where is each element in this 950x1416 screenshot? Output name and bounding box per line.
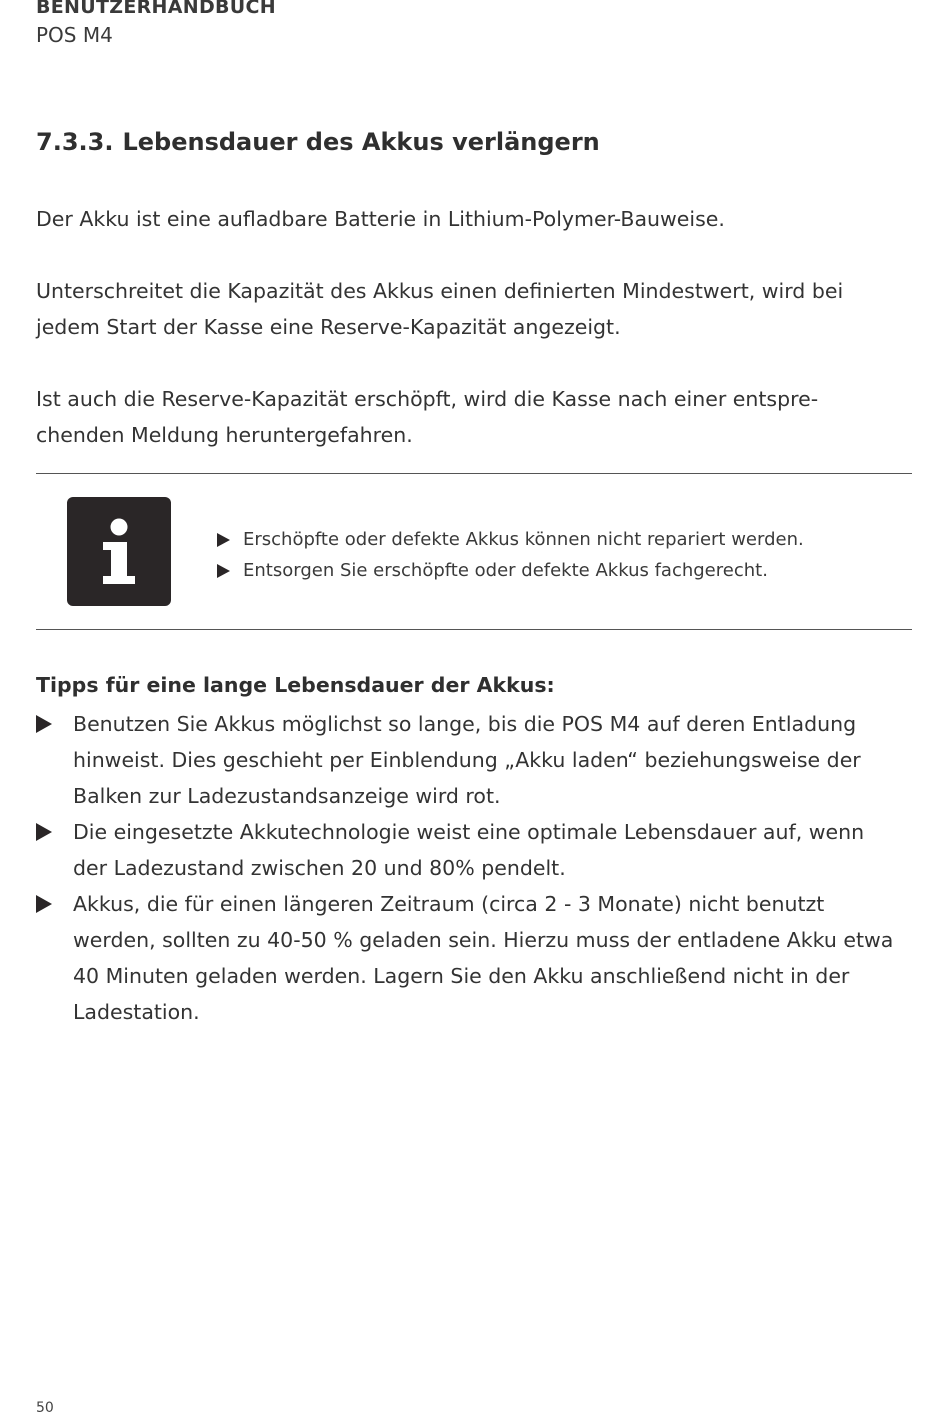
tip-line: werden, sollten zu 40-50 % geladen sein. Hierzu muss der entladene Akku etwa bbox=[73, 928, 894, 952]
info-note-text: Erschöpfte oder defekte Akkus können nicht repariert werden. bbox=[243, 529, 804, 550]
bullet-triangle-icon bbox=[36, 715, 52, 733]
tip-line: hinweist. Dies geschieht per Einblendung „Akku laden“ beziehungsweise der bbox=[73, 748, 861, 772]
product-name: POS M4 bbox=[36, 23, 113, 47]
paragraph-battery-type bbox=[36, 201, 916, 237]
tip-line: Akkus, die für einen längeren Zeitraum (circa 2 - 3 Monate) nicht benutzt bbox=[73, 892, 825, 916]
section-heading bbox=[36, 128, 600, 156]
page-number: 50 bbox=[36, 1400, 54, 1416]
tip-line: Ladestation. bbox=[73, 1000, 200, 1024]
tip-line: Balken zur Ladezustandsanzeige wird rot. bbox=[73, 784, 501, 808]
tip-item bbox=[36, 814, 916, 886]
info-note bbox=[215, 524, 804, 555]
divider-bottom bbox=[36, 629, 912, 630]
section-title: Lebensdauer des Akkus verlängern bbox=[122, 128, 600, 156]
tip-line: der Ladezustand zwischen 20 und 80% pendelt. bbox=[73, 856, 566, 880]
tip-item bbox=[36, 886, 916, 1030]
info-notes bbox=[215, 524, 804, 586]
info-icon bbox=[67, 497, 171, 606]
paragraph-line: Unterschreitet die Kapazität des Akkus einen definierten Mindestwert, wird bei bbox=[36, 279, 844, 303]
bullet-triangle-icon bbox=[217, 564, 230, 578]
tip-line: 40 Minuten geladen werden. Lagern Sie den Akku anschließend nicht in der bbox=[73, 964, 850, 988]
tip-line: Die eingesetzte Akkutechnologie weist eine optimale Lebensdauer auf, wenn bbox=[73, 820, 865, 844]
section-number: 7.3.3. bbox=[36, 128, 114, 156]
paragraph-line: jedem Start der Kasse eine Reserve-Kapazität angezeigt. bbox=[36, 315, 621, 339]
paragraph-line: Ist auch die Reserve-Kapazität erschöpft, wird die Kasse nach einer entspre- bbox=[36, 387, 819, 411]
bullet-triangle-icon bbox=[36, 895, 52, 913]
tips-heading: Tipps für eine lange Lebensdauer der Akkus: bbox=[36, 673, 555, 697]
bullet-triangle-icon bbox=[36, 823, 52, 841]
tip-item bbox=[36, 706, 916, 814]
paragraph-line: chenden Meldung heruntergefahren. bbox=[36, 423, 413, 447]
tip-line: Benutzen Sie Akkus möglichst so lange, bis die POS M4 auf deren Entladung bbox=[73, 712, 857, 736]
info-note bbox=[215, 555, 804, 586]
divider-top bbox=[36, 473, 912, 474]
paragraph-shutdown bbox=[36, 381, 916, 453]
info-note-text: Entsorgen Sie erschöpfte oder defekte Akkus fachgerecht. bbox=[243, 560, 768, 581]
paragraph-reserve-capacity bbox=[36, 273, 916, 345]
info-glyph bbox=[67, 497, 171, 606]
paragraph-line: Der Akku ist eine aufladbare Batterie in Lithium-Polymer-Bauweise. bbox=[36, 207, 725, 231]
document-type-label: BENUTZERHANDBUCH bbox=[36, 0, 276, 18]
tips-list bbox=[36, 706, 916, 1030]
bullet-triangle-icon bbox=[217, 533, 230, 547]
